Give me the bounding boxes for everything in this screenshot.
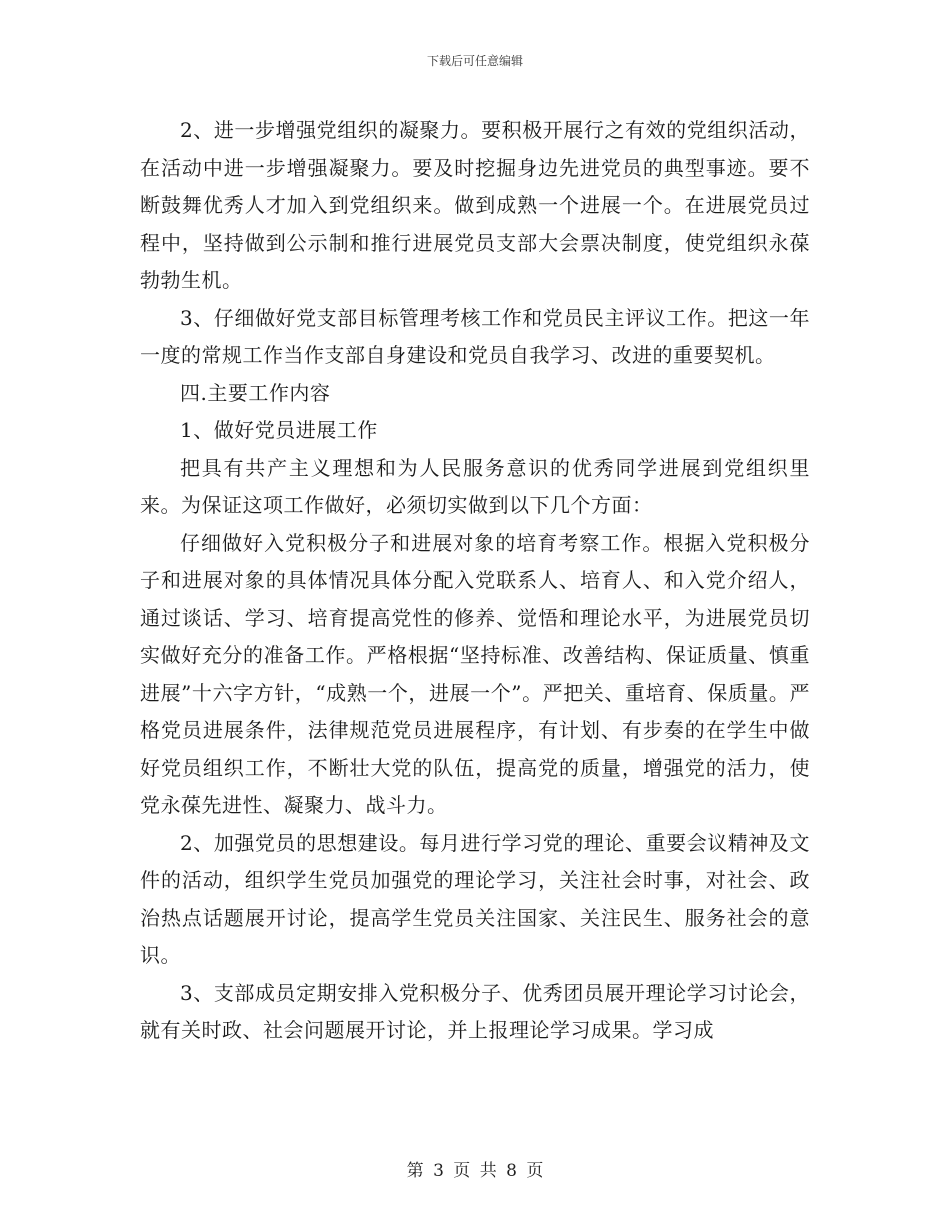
paragraph-1: 2、进一步增强党组织的凝聚力。要积极开展行之有效的党组织活动，在活动中进一步增强凝聚力。要及时挖掘身边先进党员的典型事迹。要不断鼓舞优秀人才加入到党组织来。做到成熟一个进展一个。在进展党员过程中，坚持做到公示制和推行进展党员支部大会票决制度，使党组织永葆勃勃生机。: [140, 118, 810, 292]
section-heading: 四.主要工作内容: [180, 380, 331, 405]
paragraph-4: 仔细做好入党积极分子和进展对象的培育考察工作。根据入党积极分子和进展对象的具体情况具体分配入党联系人、培育人、和入党介绍人，通过谈话、学习、培育提高党性的修养、觉悟和理论水平，为进展党员切实做好充分的准备工作。严格根据“坚持标准、改善结构、保证质量、慎重进展”十六字方针，“成熟一个，进展一个”。严把关、重培育、保质量。严格党员进展条件，法律规范党员进展程序，有计划、有步奏的在学生中做好党员组织工作，不断壮大党的队伍，提高党的质量，增强党的活力，使党永葆先进性、凝聚力、战斗力。: [140, 530, 810, 817]
paragraph-6: 3、支部成员定期安排入党积极分子、优秀团员展开理论学习讨论会，就有关时政、社会问题展开讨论，并上报理论学习成果。学习成: [140, 980, 810, 1042]
page-header: 下载后可任意编辑: [426, 54, 523, 68]
subsection-heading: 1、做好党员进展工作: [180, 418, 378, 442]
paragraph-3: 把具有共产主义理想和为人民服务意识的优秀同学进展到党组织里来。为保证这项工作做好，必须切实做到以下几个方面：: [140, 455, 810, 517]
paragraph-2: 3、仔细做好党支部目标管理考核工作和党员民主评议工作。把这一年一度的常规工作当作支部自身建设和党员自我学习、改进的重要契机。: [140, 305, 810, 367]
document-body: [140, 112, 810, 1050]
page-number: 第 3 页 共 8 页: [406, 1161, 544, 1181]
paragraph-5: 2、加强党员的思想建设。每月进行学习党的理论、重要会议精神及文件的活动，组织学生党员加强党的理论学习，关注社会时事，对社会、政治热点话题展开讨论，提高学生党员关注国家、关注民生、服务社会的意识。: [140, 830, 810, 967]
